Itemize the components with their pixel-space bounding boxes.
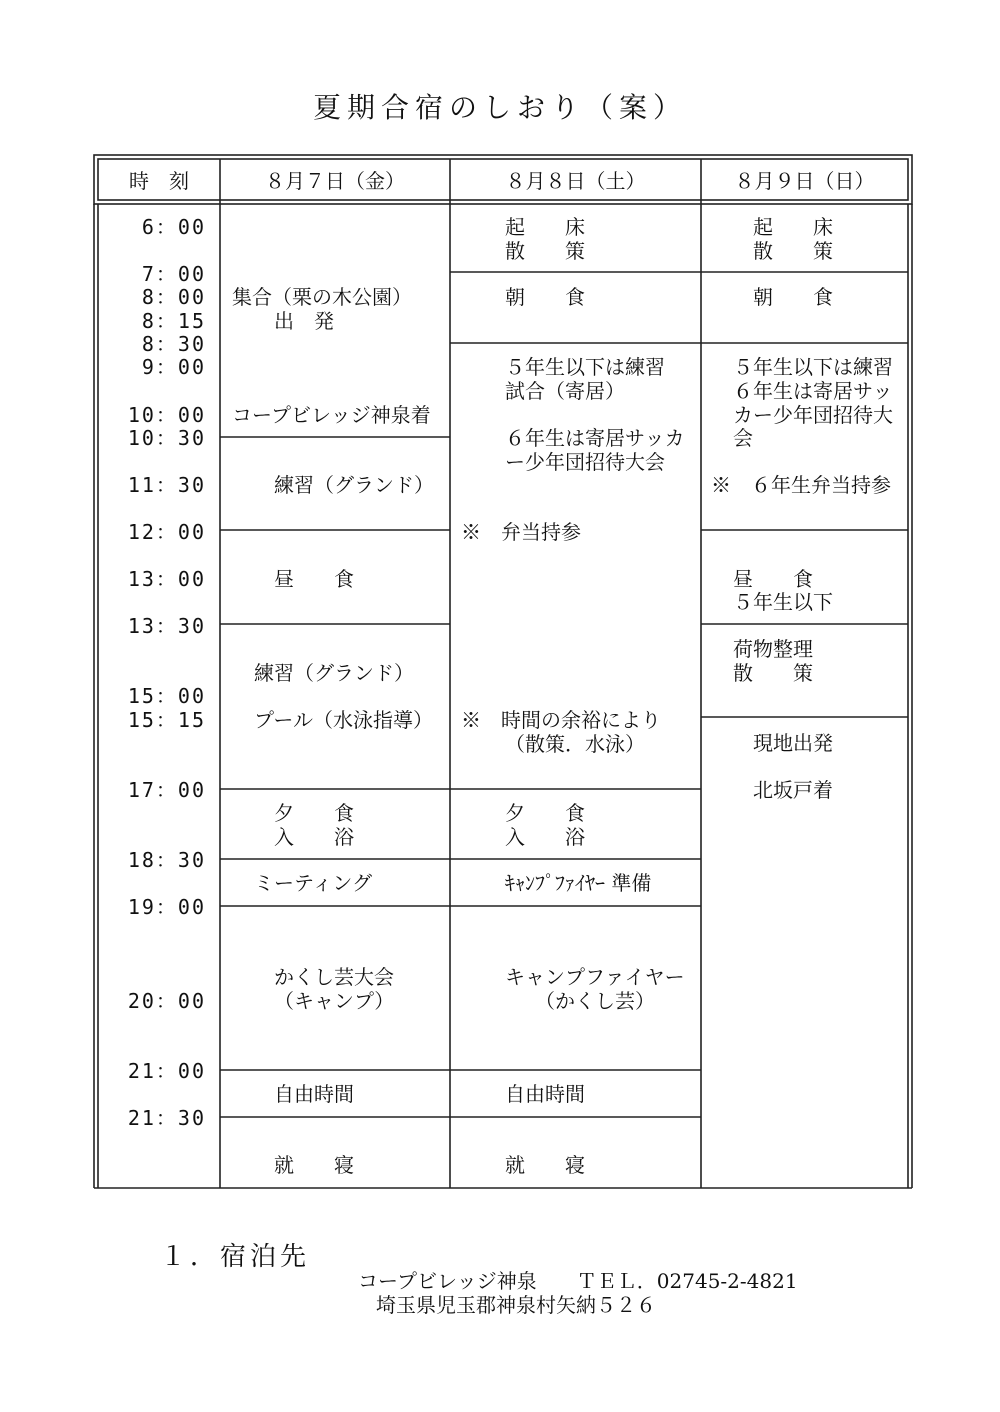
time-label: 15：15 xyxy=(127,708,206,732)
day3-arrive: 北坂戸着 xyxy=(753,778,833,802)
day3-lunch: 昼 食 xyxy=(733,567,813,591)
day2-sleep: 就 寝 xyxy=(505,1153,585,1177)
time-label: 11：30 xyxy=(127,473,206,497)
day2-campfire-sub: （かくし芸） xyxy=(535,989,655,1013)
time-label: 7：00 xyxy=(141,262,206,286)
day2-note-line: ５年生以下は練習 xyxy=(505,355,665,379)
day2-campfire-prep: ｷｬﾝﾌﾟﾌｧｲﾔｰ 準備 xyxy=(505,871,652,895)
day2-extra-note-sub: （散策．水泳） xyxy=(505,732,645,756)
day1-meeting: ミーティング xyxy=(254,871,372,895)
day1-arrive: コープビレッジ神泉着 xyxy=(232,403,431,427)
time-label: 21：30 xyxy=(127,1106,206,1130)
day3-packing: 荷物整理 xyxy=(733,637,813,661)
time-label: 10：30 xyxy=(127,426,206,450)
day2-free-time: 自由時間 xyxy=(505,1082,585,1106)
day3-wake: 起 床 xyxy=(753,215,833,239)
day1-sleep: 就 寝 xyxy=(274,1153,354,1177)
time-label: 13：30 xyxy=(127,614,206,638)
time-label: 12：00 xyxy=(127,520,206,544)
day3-lunch-sub: ５年生以下 xyxy=(733,590,833,614)
day1-dinner: 夕 食 xyxy=(274,801,354,825)
day2-note-line: 試合（寄居） xyxy=(505,379,625,403)
header-day3: ８月９日（日） xyxy=(734,169,875,193)
day3-depart: 現地出発 xyxy=(753,731,833,755)
time-label: 19：00 xyxy=(127,895,206,919)
day2-note-line: ６年生は寄居サッカ xyxy=(505,426,685,450)
day2-bento-note: ※ 弁当持参 xyxy=(461,520,581,544)
lodging-name-tel: コープビレッジ神泉 ＴＥＬ．02745-2-4821 xyxy=(358,1269,798,1293)
time-label: 15：00 xyxy=(127,684,206,708)
day1-lunch: 昼 食 xyxy=(274,567,354,591)
time-label: 9：00 xyxy=(141,355,206,379)
page-title: 夏期合宿のしおり（案） xyxy=(312,91,687,124)
header-day1: ８月７日（金） xyxy=(265,169,405,193)
time-label: 17：00 xyxy=(127,778,206,802)
day3-note-line: 会 xyxy=(733,426,753,450)
lodging-address: 埼玉県児玉郡神泉村矢納５２６ xyxy=(376,1293,656,1317)
time-label: 8：00 xyxy=(141,285,206,309)
day1-practice-afternoon: 練習（グランド） xyxy=(254,661,414,685)
day2-bath: 入 浴 xyxy=(505,825,585,849)
day2-note-line: ー少年団招待大会 xyxy=(505,450,665,474)
time-label: 8：30 xyxy=(141,332,206,356)
day2-dinner: 夕 食 xyxy=(505,801,585,825)
day3-note-line: ５年生以下は練習 xyxy=(733,355,893,379)
section-lodging-title: １．宿泊先 xyxy=(160,1242,311,1272)
time-label: 10：00 xyxy=(127,403,206,427)
header-day2: ８月８日（土） xyxy=(505,169,646,193)
day1-pool: プール（水泳指導） xyxy=(254,708,433,732)
time-label: 8：15 xyxy=(141,309,206,333)
day2-wake: 起 床 xyxy=(505,215,585,239)
time-label: 13：00 xyxy=(127,567,206,591)
time-label: 20：00 xyxy=(127,989,206,1013)
day1-assembly: 集合（栗の木公園） xyxy=(232,285,412,309)
day3-walk: 散 策 xyxy=(753,239,833,263)
time-label: 21：00 xyxy=(127,1059,206,1083)
time-label: 6：00 xyxy=(141,215,206,239)
day2-walk: 散 策 xyxy=(505,239,585,263)
day1-free-time: 自由時間 xyxy=(274,1082,354,1106)
day1-bath: 入 浴 xyxy=(274,825,354,849)
day2-extra-note: ※ 時間の余裕により xyxy=(461,708,661,732)
day1-depart: 出 発 xyxy=(274,309,334,333)
day2-breakfast: 朝 食 xyxy=(505,285,585,309)
day2-campfire: キャンプファイヤー xyxy=(505,965,685,989)
day3-note-line: ６年生は寄居サッ xyxy=(733,379,893,403)
day1-show: かくし芸大会 xyxy=(274,965,394,989)
day1-show-sub: （キャンプ） xyxy=(274,989,395,1013)
day1-practice: 練習（グランド） xyxy=(274,473,434,497)
day3-bento-note: ※ ６年生弁当持参 xyxy=(711,473,891,497)
header-time: 時 刻 xyxy=(129,169,189,193)
day3-note-line: カー少年団招待大 xyxy=(733,403,893,427)
day3-walk-afternoon: 散 策 xyxy=(733,661,813,685)
day3-breakfast: 朝 食 xyxy=(753,285,833,309)
time-label: 18：30 xyxy=(127,848,206,872)
